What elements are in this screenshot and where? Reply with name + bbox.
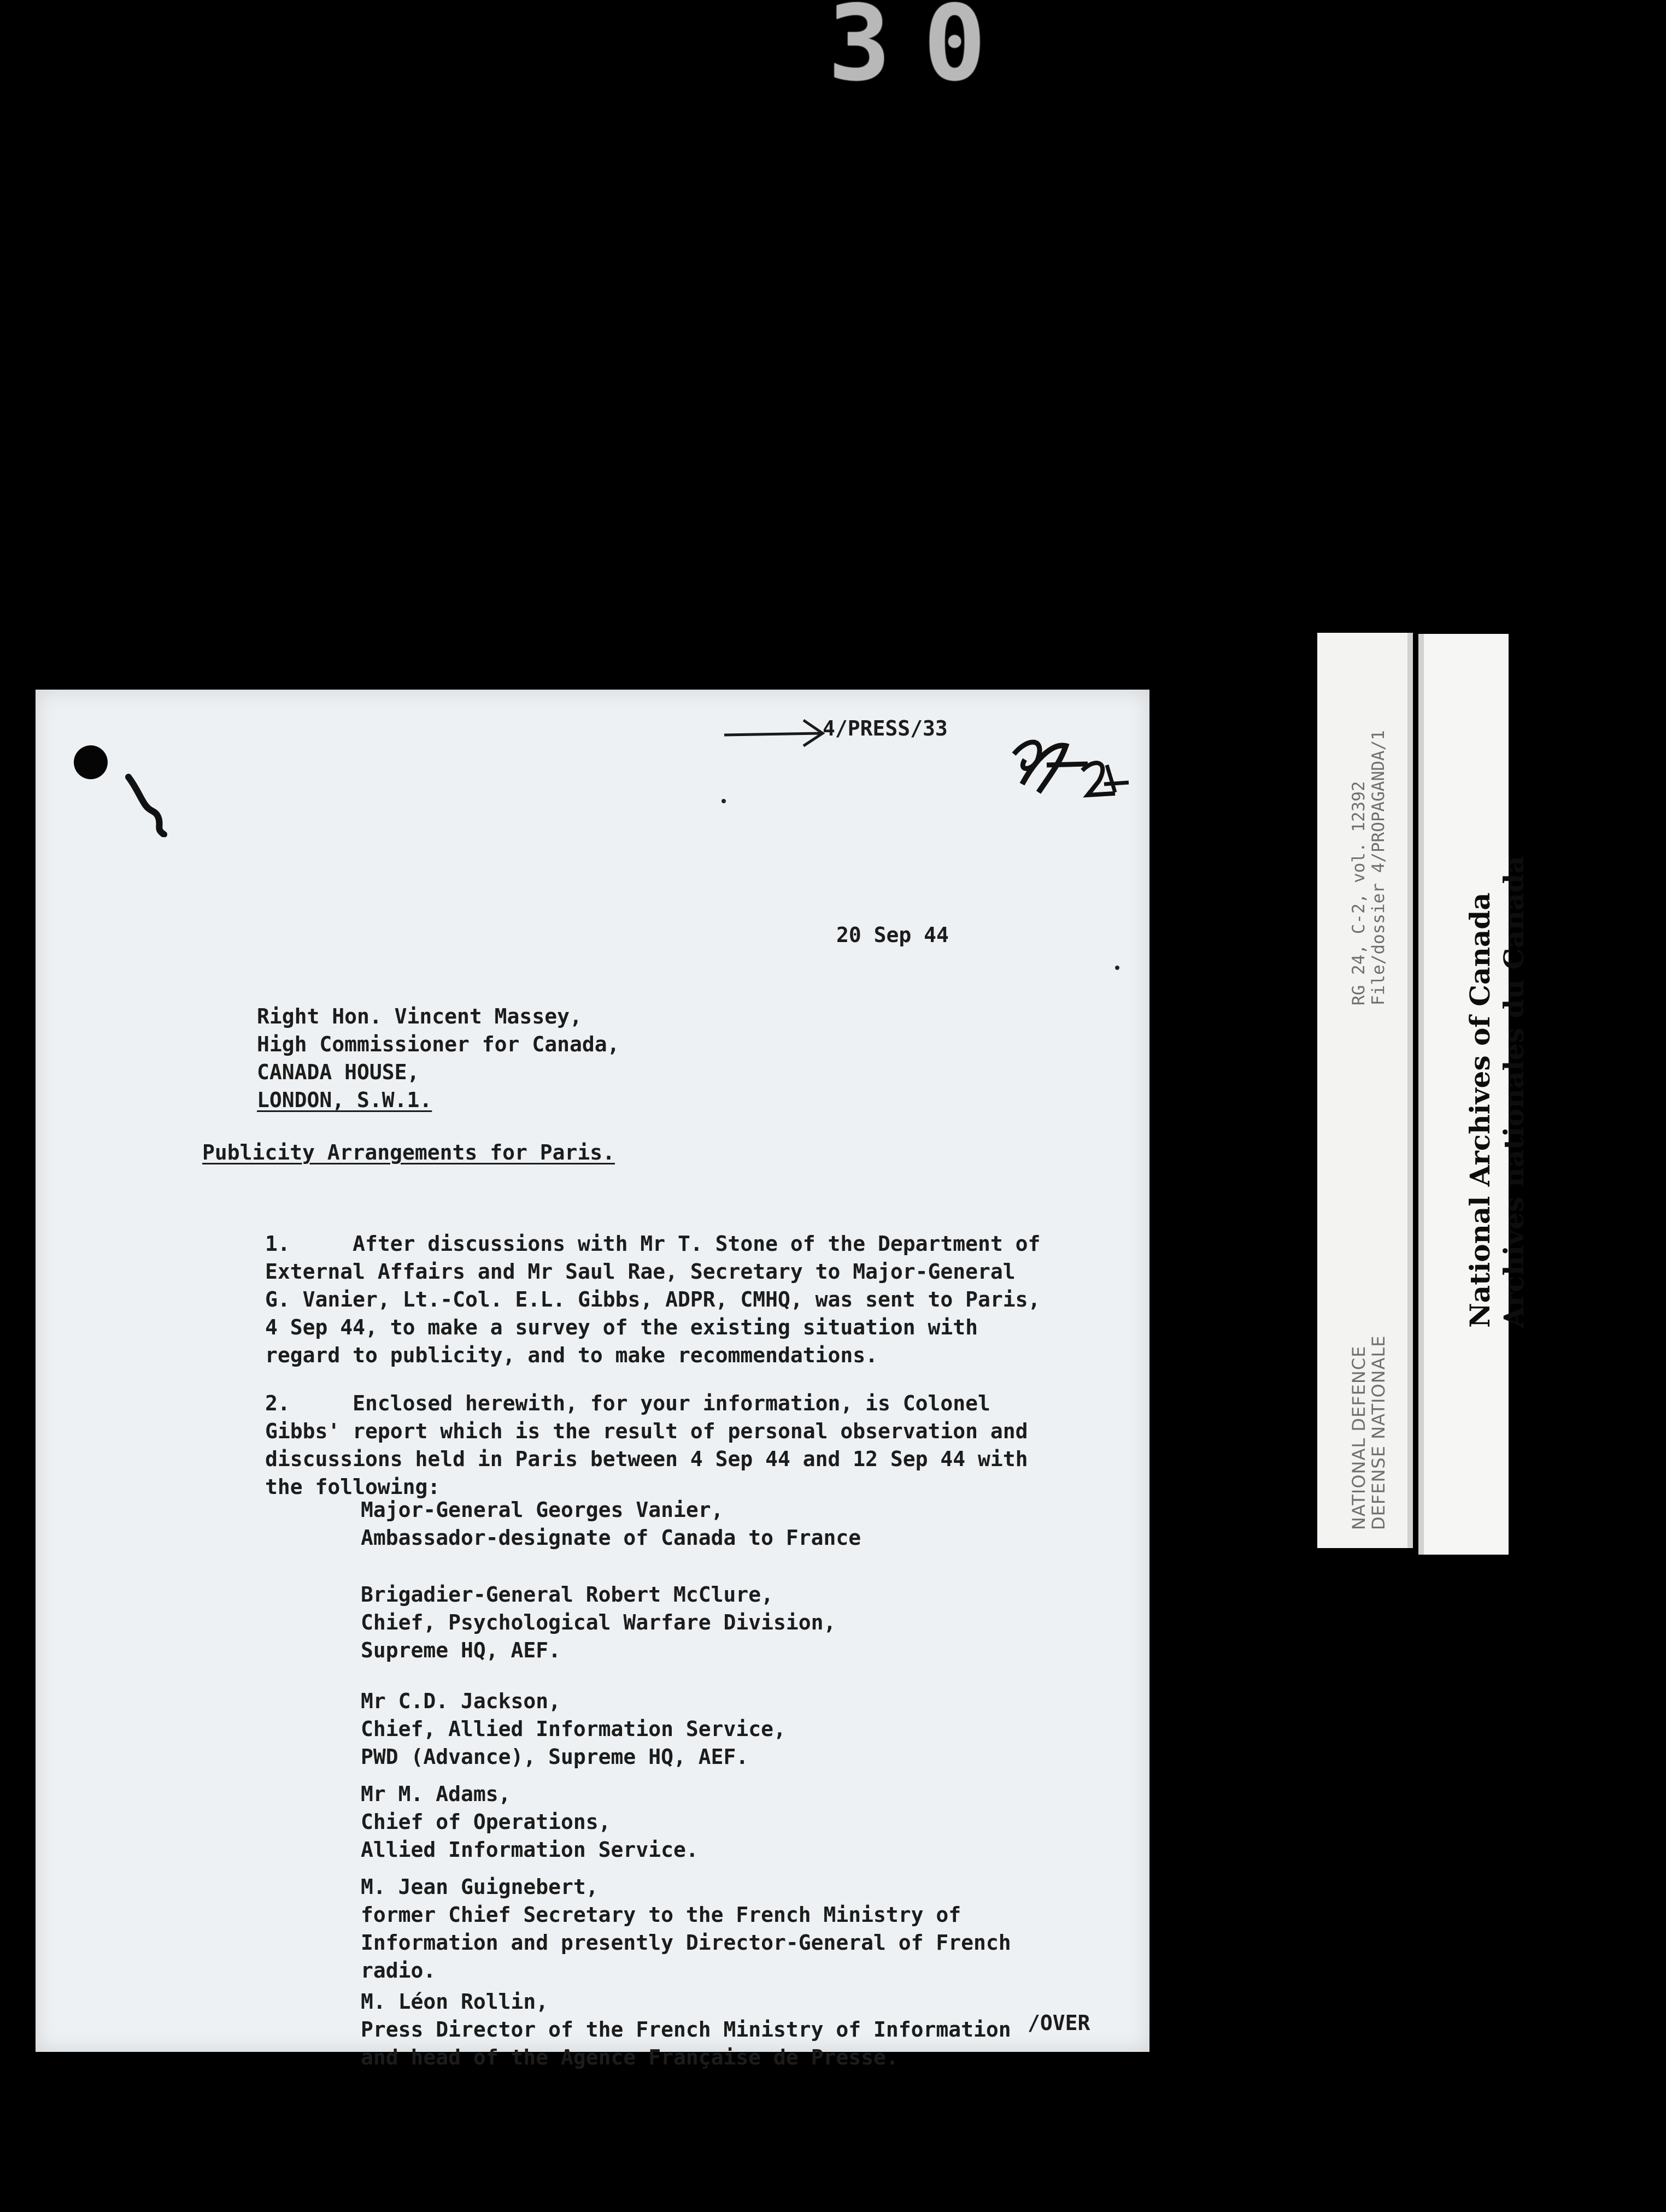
contact-line: Mr M. Adams,: [361, 1782, 511, 1806]
paragraph-line: 4 Sep 44, to make a survey of the existing situation with: [265, 1315, 978, 1339]
archives-name: [1429, 856, 1531, 1328]
paragraph-line: regard to publicity, and to make recommendations.: [265, 1343, 878, 1367]
paragraph-line: 1. After discussions with Mr T. Stone of the Department of: [265, 1232, 1041, 1256]
contact-line: Major-General Georges Vanier,: [361, 1498, 724, 1522]
paragraph-line: 2. Enclosed herewith, for your information, is Colonel: [265, 1391, 990, 1415]
contact-line: Ambassador-designate of Canada to France: [361, 1526, 861, 1550]
contact-rollin: [361, 1960, 1011, 2072]
strip-edge: [1407, 633, 1413, 1548]
subject-line: Publicity Arrangements for Paris.: [202, 1140, 615, 1164]
contact-line: Brigadier-General Robert McClure,: [361, 1582, 773, 1607]
contact-line: Press Director of the French Ministry of Information: [361, 2017, 1011, 2042]
fonds-reference-line: File/dossier 4/PROPAGANDA/1: [1369, 730, 1388, 1005]
contact-line: Mr C.D. Jackson,: [361, 1689, 561, 1713]
contact-line: former Chief Secretary to the French Ministry of: [361, 1903, 961, 1927]
stray-mark: [1115, 966, 1119, 970]
stray-mark: [721, 799, 726, 803]
contact-line: PWD (Advance), Supreme HQ, AEF.: [361, 1745, 749, 1769]
paragraph-line: Gibbs' report which is the result of personal observation and: [265, 1419, 1028, 1443]
continuation-mark: /OVER: [1028, 2011, 1090, 2035]
contact-line: Chief of Operations,: [361, 1810, 611, 1834]
fonds-reference-line: RG 24, C-2, vol. 12392: [1349, 781, 1369, 1005]
addressee-line: High Commissioner for Canada,: [257, 1032, 620, 1056]
document-reference: 4/PRESS/33: [823, 716, 948, 740]
contact-line: M. Jean Guignebert,: [361, 1875, 599, 1899]
contact-vanier: [361, 1468, 861, 1552]
paragraph-line: G. Vanier, Lt.-Col. E.L. Gibbs, ADPR, CMHQ, was sent to Paris,: [265, 1287, 1041, 1311]
fonds-reference: [1329, 730, 1388, 1005]
addressee-block: [257, 975, 619, 1114]
archives-name-line: Archives nationales du Canada: [1498, 856, 1530, 1328]
department-name: [1329, 1335, 1388, 1530]
paragraph-1: [265, 1202, 1040, 1369]
contact-line: Supreme HQ, AEF.: [361, 1638, 561, 1662]
paragraph-line: discussions held in Paris between 4 Sep 44 and 12 Sep 44 with: [265, 1447, 1028, 1471]
contact-line: Information and presently Director-General of French: [361, 1931, 1011, 1955]
contact-line: M. Léon Rollin,: [361, 1990, 549, 2014]
contact-line: Allied Information Service.: [361, 1838, 699, 1862]
handwritten-file-mark: [1006, 732, 1131, 803]
department-line: DEFENSE NATIONALE: [1368, 1335, 1389, 1530]
contact-line: radio.: [361, 1958, 436, 1982]
contact-mcclure: [361, 1553, 836, 1664]
contact-line: and head of the Agence Française de Presse.: [361, 2045, 899, 2069]
addressee-line: Right Hon. Vincent Massey,: [257, 1004, 582, 1028]
punch-hole: [74, 745, 108, 779]
letter-date: 20 Sep 44: [836, 923, 949, 947]
document-page: [36, 690, 1149, 2069]
contact-line: Chief, Psychological Warfare Division,: [361, 1610, 836, 1634]
pencil-scribble-mark: [123, 772, 172, 837]
paragraph-line: the following:: [265, 1475, 441, 1499]
addressee-line: CANADA HOUSE,: [257, 1060, 420, 1084]
paragraph-line: External Affairs and Mr Saul Rae, Secretary to Major-General: [265, 1260, 1016, 1284]
contact-line: Chief, Allied Information Service,: [361, 1717, 786, 1741]
department-line: NATIONAL DEFENCE: [1348, 1345, 1369, 1530]
addressee-line: LONDON, S.W.1.: [257, 1088, 432, 1112]
frame-number: 30: [828, 0, 1019, 104]
strip-edge: [1418, 634, 1424, 1555]
archives-name-line: National Archives of Canada: [1464, 892, 1496, 1328]
